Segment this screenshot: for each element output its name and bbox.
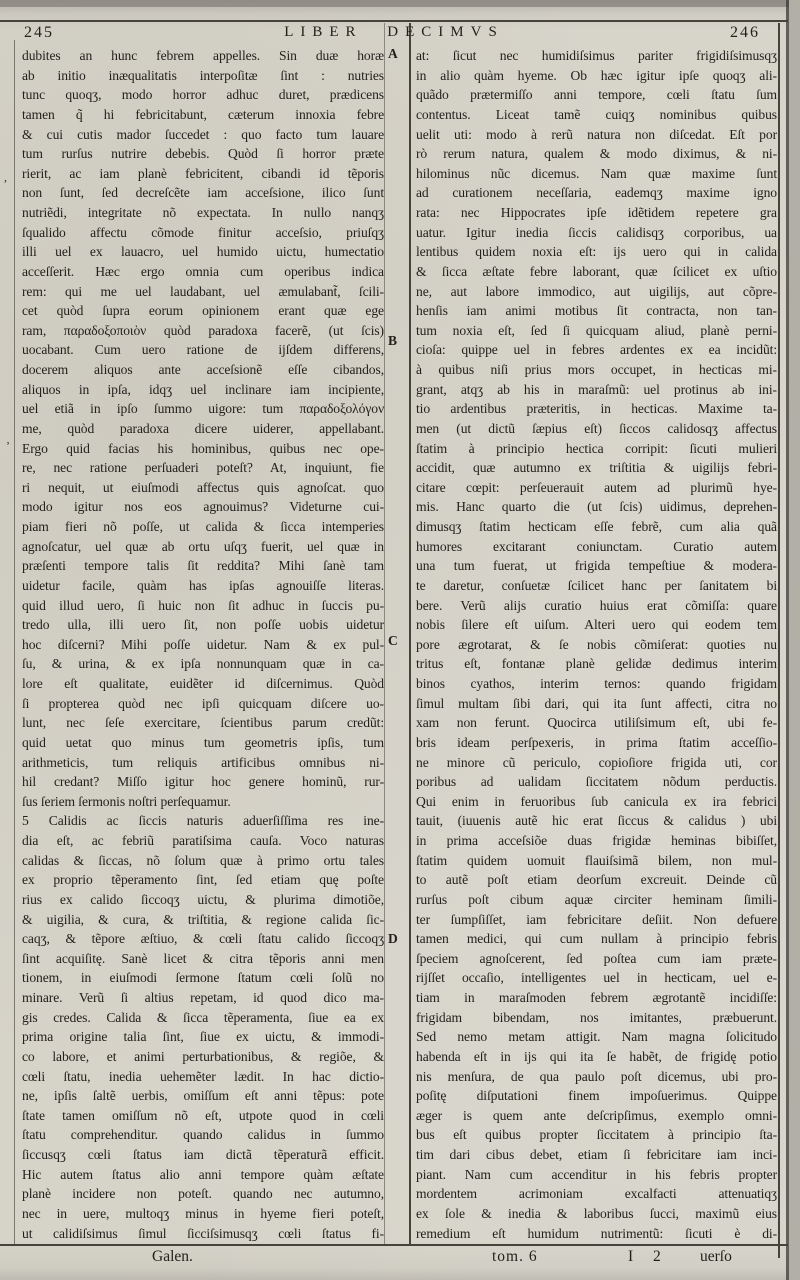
text-line: grant, atqʒ ab his in maraſmũ: uel protinus ab ini- — [416, 381, 777, 397]
text-line: ſpeciem agnoſcerent, ſed poſtea cum iam præte- — [416, 950, 777, 966]
text-line: ne minore cũ periculo, copioſiore frigida uti, cor — [416, 754, 777, 770]
text-line: rurſus poſt cibum aquæ circiter heminam ſimili- — [416, 891, 777, 907]
text-line: rius ex calido ſiccoqʒ uictu, & plurima dimotiõe, — [22, 891, 384, 907]
text-line: dimusqʒ ſtatim hecticam eſſe febrẽ, cum alia quã — [416, 519, 777, 534]
text-line: in alio quàm hyeme. Ob hæc igitur ipſe quoqʒ ali- — [416, 67, 777, 83]
text-line: ex ſole & inedia & laboribus ſucci, maximũ eius — [416, 1205, 777, 1221]
text-line: henſis iam animi motibus ſit contracta, non tan- — [416, 303, 777, 319]
text-line: re, nec ratione perſuaderi poteſt? At, inquiunt, fie — [22, 460, 384, 476]
text-line: tiam in maraſmoden febrem ægrotantẽ incidiſſe: — [416, 990, 777, 1005]
left-margin-rule — [14, 40, 15, 1244]
text-line: lentibus quidem noxia eſt: ijs uero qui in calida — [416, 244, 777, 260]
text-line: rierit, ac iam planè febricitent, cibandi id tẽporis — [22, 165, 384, 181]
text-line: poſitę diſputationi finem impoſuerimus. Quippe — [416, 1088, 777, 1104]
text-line: ſtatim quidem uomuit flauiſsimã bilem, non mul- — [416, 852, 777, 868]
text-line: cioſa: quippe uel in febres ardentes ex ea incidũt: — [416, 342, 777, 358]
text-line: aliquos in ipſa, idqʒ uel inclinare iam incipiente, — [22, 381, 384, 397]
text-line: dubites an hunc febrem appelles. Sin duæ horæ — [22, 48, 384, 63]
text-line: me, quòd paradoxa dicere uiderer, appellabant. — [22, 420, 384, 436]
text-line: frigidam bibendam, nos imitantes, præbuerunt. — [416, 1009, 777, 1025]
text-line: pore ægrotarat, & ſe nobis cõmiſerat: quoties nu — [416, 636, 777, 652]
text-line: tionem, in eiuſmodi ſermone ſtatum cœli ſolũ no — [22, 970, 384, 986]
text-line: rem: qui me uel laudabant, uel æmulabant̃, ſcili- — [22, 283, 384, 299]
text-line: ſtatu comprehenditur. quando calidus in ſummo — [22, 1127, 384, 1143]
text-line: æger is quem ante deſcripſimus, exemplo omni- — [416, 1107, 777, 1123]
text-line: uelit uti: modo à rerũ natura non diſcedat. Eſt por — [416, 126, 777, 142]
text-line: citare cœpit: perſeuerauit autem ad plurimũ hye- — [416, 479, 777, 495]
text-line: bere. Verũ alijs curatio huius erat cõmiſſa: quare — [416, 597, 777, 613]
text-line: rò rerum natura, qualem & modo diximus, & ni- — [416, 146, 777, 162]
text-line: tum rurſus nutrire debebis. Quòd ſi horror præte — [22, 146, 384, 162]
text-line: ne, aut labore immodico, aut uigilijs, aut cõpre- — [416, 283, 777, 299]
text-line: ex proprio tẽperamento ſint, ſed etiam quę poſte — [22, 872, 384, 888]
text-line: tauit, (iuuenis autẽ hic erat ſiccus & calidus ) ubi — [416, 813, 777, 829]
text-line: tamen q̃ hi febricitabunt, cæterum innoxia febre — [22, 106, 384, 122]
text-line: cœli ſtatu, inedia uehemẽter lædit. In hac dictio- — [22, 1068, 384, 1084]
text-line: poribus ad ualidam ſiccitatem nõdum perductis. — [416, 774, 777, 790]
text-line: ſu, & urina, & ex ipſa nonnunquam quæ in ca- — [22, 656, 384, 672]
text-line: hilominus nũc dicemus. Nam quæ maxime ſunt — [416, 165, 777, 181]
text-line: rata: nec Hippocrates ipſe idẽtidem repetere gra — [416, 205, 777, 220]
text-line: non ſunt, ſed decreſcẽte iam acceſsione, ilico ſunt — [22, 185, 384, 201]
text-line: præſenti tempore talis ſit reddita? Mihi ſanè tam — [22, 558, 384, 574]
text-line: xam non ferunt. Quocirca utiliſsimum eſt, ubi fe- — [416, 715, 777, 731]
text-line: co labore, et animi perturbationibus, & regiõe, & — [22, 1048, 384, 1064]
text-line: piam fieri nõ poſſe, ut calida & ſicca intemperies — [22, 519, 384, 534]
text-line: tritus eſt, fontanæ planè gelidæ dedimus interim — [416, 656, 777, 672]
text-line: ne, ipſis ſaltẽ uerbis, omiſſum eſt anni tẽpus: pote — [22, 1088, 384, 1104]
gutter-rule-faint — [384, 23, 385, 1244]
footer-leaf-side-label: uerſo — [700, 1248, 732, 1265]
text-line: nec in uere, multoqʒ minus in hyeme fieri poteſt, — [22, 1205, 384, 1221]
text-line: quãdo prætermiſſo anni tempore, cœli ſtatu ſum — [416, 87, 777, 103]
text-line: tum noxia eſt, ſed ſi quicquam aliud, planè perni- — [416, 322, 777, 338]
text-line: Qui enim in feruoribus ſub canicula ex ira febrici — [416, 793, 777, 809]
text-line: ab initio inæqualitatis interpoſitæ ſint : nutries — [22, 67, 384, 83]
text-line: ut calidiſsimus ſimul ſicciſsimusqʒ cœli ſtatus fi- — [22, 1225, 384, 1241]
text-line: ſimul multam ſibi dari, qui ita ſunt affecti, citra no — [416, 695, 777, 711]
text-line: nobis ſilere eſt uiſum. Alteri uero qui eodem tem — [416, 617, 777, 633]
text-line: hil credant? Miſſo igitur hoc genere hominũ, rur- — [22, 774, 384, 790]
text-line: in prima acceſsiõe duas frigidæ heminas bibiſſet, — [416, 833, 777, 848]
text-line: lunt, nec ſeſe exercitare, ſcientibus parum credũt: — [22, 715, 384, 731]
text-line: accidit, quæ autumno ex triſtitia & uigilijs febri- — [416, 460, 777, 476]
text-line: ſtatim à principio hectica corripit: ſicuti mulieri — [416, 440, 777, 456]
footer-tome-label: tom. 6 — [492, 1248, 538, 1265]
text-line: tim dari cibus debet, etiam ſi febricitare iam inci- — [416, 1147, 777, 1162]
text-line: to autẽ poſt etiam deorſum excreuit. Deinde cũ — [416, 872, 777, 888]
text-line: bus eſt quibus propter ſiccitatem à principio ſta- — [416, 1127, 777, 1143]
text-line: at: ſicut nec humidiſsimus pariter frigidiſsimusqʒ — [416, 48, 777, 63]
text-line: nutriẽdi, integritate nõ expectata. In nullo nanqʒ — [22, 205, 384, 220]
text-line: ri nequit, ut eiuſmodi affectus quis agnoſcat. quo — [22, 479, 384, 495]
text-line: quid illud uero, ſi huic non ſit adhuc in ſuccis pu- — [22, 597, 384, 613]
margin-section-letter: D — [388, 931, 398, 946]
text-line: humores excitarant coniunctam. Curatio autem — [416, 538, 777, 554]
text-line: te daretur, conſuetæ ſcilicet hanc per ſanitatem bi — [416, 577, 777, 593]
footer-author-catchword: Galen. — [152, 1248, 193, 1265]
text-line: minare. Verũ ſi altius repetam, id quod dico ma- — [22, 990, 384, 1005]
text-line: acceſſerit. Hæc ergo omnia cum operibus indica — [22, 263, 384, 279]
text-line: cet quòd ſupra eorum opinionem erant quæ ege — [22, 303, 384, 319]
right-text-column — [416, 46, 777, 1244]
text-line: & ſicca æſtate febre laborant, quæ ſcilicet ex uſtio — [416, 263, 777, 279]
text-line: agnoſcatur, uel quæ ab ortu uſqʒ fuerit, uel quæ in — [22, 538, 384, 554]
text-line: habenda eſt in ijs qui ita ſe habẽt, de frigidę potio — [416, 1048, 777, 1064]
page-footer — [0, 1248, 788, 1272]
text-line: gis credes. Calida & ſicca tẽperamenta, ſiue ea ex — [22, 1009, 384, 1025]
text-line: arithmeticis, tum reliquis artificibus omnibus ni- — [22, 754, 384, 770]
text-line: contentus. Liceat tamẽ cuiqʒ nominibus quibus — [416, 106, 777, 122]
text-line: prima origine talia ſint, ſiue ex uictu, & immodi- — [22, 1029, 384, 1045]
margin-section-letter: A — [388, 46, 398, 61]
text-line: ſqualido affectu cõmode finitur acceſsio, priuſqʒ — [22, 224, 384, 240]
text-line: piant. Nam cum accenditur in his febris propter — [416, 1166, 777, 1182]
margin-section-letter: B — [388, 333, 398, 348]
text-line: remedium eſt humidum nutrimentũ: ſicuti è di- — [416, 1225, 777, 1241]
margin-section-letter: C — [388, 633, 398, 648]
text-line: modo igitur nos eos agnouimus? Videturne cui- — [22, 499, 384, 515]
left-text-column — [22, 46, 384, 1244]
text-line: ſi propterea quòd nec ipſi quicquam diſcere uo- — [22, 695, 384, 711]
text-line: uatur. Igitur inedia ſiccis calidisqʒ corporibus, ua — [416, 224, 777, 240]
text-line: ſus ſeriem ſermonis noſtri perſequamur. — [22, 793, 231, 809]
page-number-right: 246 — [730, 24, 760, 41]
text-line: Sed nemo metam attigit. Nam magna ſolicitudo — [416, 1029, 777, 1045]
text-line: ad curationem neceſſaria, eademqʒ maxime igno — [416, 185, 777, 201]
text-line: tunc quoqʒ, modo horror adhuc duret, prædicens — [22, 87, 384, 103]
page-number-left: 245 — [24, 24, 54, 41]
text-line: ram, παραδοξοποιὸν quòd paradoxa facerẽ, (ut ſcis) — [22, 322, 384, 338]
text-line: tredo ulla, illi uero ſit, non poſſe uobis uidetur — [22, 617, 384, 633]
text-line: ter ſumpſiſſet, iam febricitare deſiit. Non defuere — [416, 911, 777, 927]
text-line: 5 Calidis ac ſiccis naturis aduerſiſſima res ine- — [22, 813, 384, 829]
text-line: uocabant. Cum uero ratione de ijſdem differens, — [22, 342, 384, 358]
text-line: dia eſt, ac febriũ paratiſsima cauſa. Voco naturas — [22, 833, 384, 848]
gutter-rule — [409, 23, 411, 1244]
text-line: planè incidere non poteſt. quando nec autumno, — [22, 1186, 384, 1202]
footer-quire-signature: I 2 — [628, 1248, 669, 1265]
text-line: & uigilia, & cura, & triſtitia, & regione calida ſic- — [22, 911, 384, 927]
margin-letter-column — [388, 0, 408, 1280]
text-line: illi uel ex lauacro, uel humido uictu, humectatio — [22, 244, 384, 260]
ink-speck: ‚ — [6, 432, 10, 446]
text-line: & cui cutis mador ſuccedet : quo facto tum lauare — [22, 126, 384, 142]
text-line: mordentem acrimoniam excalfacti attenuatiqʒ — [416, 1186, 777, 1202]
text-line: uidetur facile, quàm has ipſas agnouiſſe literas. — [22, 577, 384, 593]
text-line: Ergo quid facias his hominibus, quibus nec ope- — [22, 440, 384, 456]
text-line: à quibus niſi prius mors occupet, in hecticas mi- — [416, 362, 777, 377]
text-line: bris ideam perſpexeris, in prima ſtatim acceſſio- — [416, 734, 777, 750]
text-line: caqʒ, & tẽpore æſtiuo, & cœli ſtatu calido ſiccoqʒ — [22, 931, 384, 947]
ink-speck: , — [4, 170, 7, 184]
text-line: nis menſura, de qua paulo poſt dicemus, ubi pro- — [416, 1068, 777, 1084]
text-line: tio ardentibus præteritis, in hecticas. Maxime ta- — [416, 401, 777, 417]
text-line: mis. Hanc quarto die (ut ſcis) uidimus, deprehen- — [416, 499, 777, 515]
right-margin-rule — [778, 23, 780, 1258]
text-line: ſiccusqʒ cœli ſtatus iam dictã tẽperaturã efficit. — [22, 1147, 384, 1162]
text-line: docerem aliquos ante acceſsionẽ eſſe cibandos, — [22, 362, 384, 377]
text-line: tamen medici, qui cum nullam à principio febris — [416, 931, 777, 947]
running-title: LIBER DECIMVS — [284, 24, 504, 40]
text-line: ſtate tamen omiſſum nõ eſt, utpote quod in cœli — [22, 1107, 384, 1123]
text-line: men (ut dictũ ſæpius eſt) ſiccos calidosqʒ affectus — [416, 420, 777, 436]
text-line: Hic autem ſtatus alio anni tempore quàm æſtate — [22, 1166, 384, 1182]
text-line: quid uetat quo minus tum geometris ipſis, tum — [22, 734, 384, 750]
text-line: una tum fuerat, ut frigida tempeſtiue & modera- — [416, 558, 777, 574]
text-line: lore eſt qualitate, euidẽter id diſcernimus. Quòd — [22, 676, 384, 691]
text-line: hoc diſcerni? Mihi poſſe uidetur. Nam & ex pul- — [22, 636, 384, 652]
text-line: uel etiã in ipſo ſummo uigore: tum παραδοξολόγον — [22, 401, 384, 417]
scan-right-edge — [789, 0, 800, 1280]
text-line: calidas & ſiccas, nõ ſolum quæ à primo ortu tales — [22, 852, 384, 868]
text-line: ſint acquiſitę. Sanè licet & citra tẽporis anni men — [22, 950, 384, 966]
text-line: binos cyathos, interim ternos: quando frigidam — [416, 676, 777, 691]
text-line: rijſſet occaſio, intelligentes uel in hecticam, uel e- — [416, 970, 777, 986]
